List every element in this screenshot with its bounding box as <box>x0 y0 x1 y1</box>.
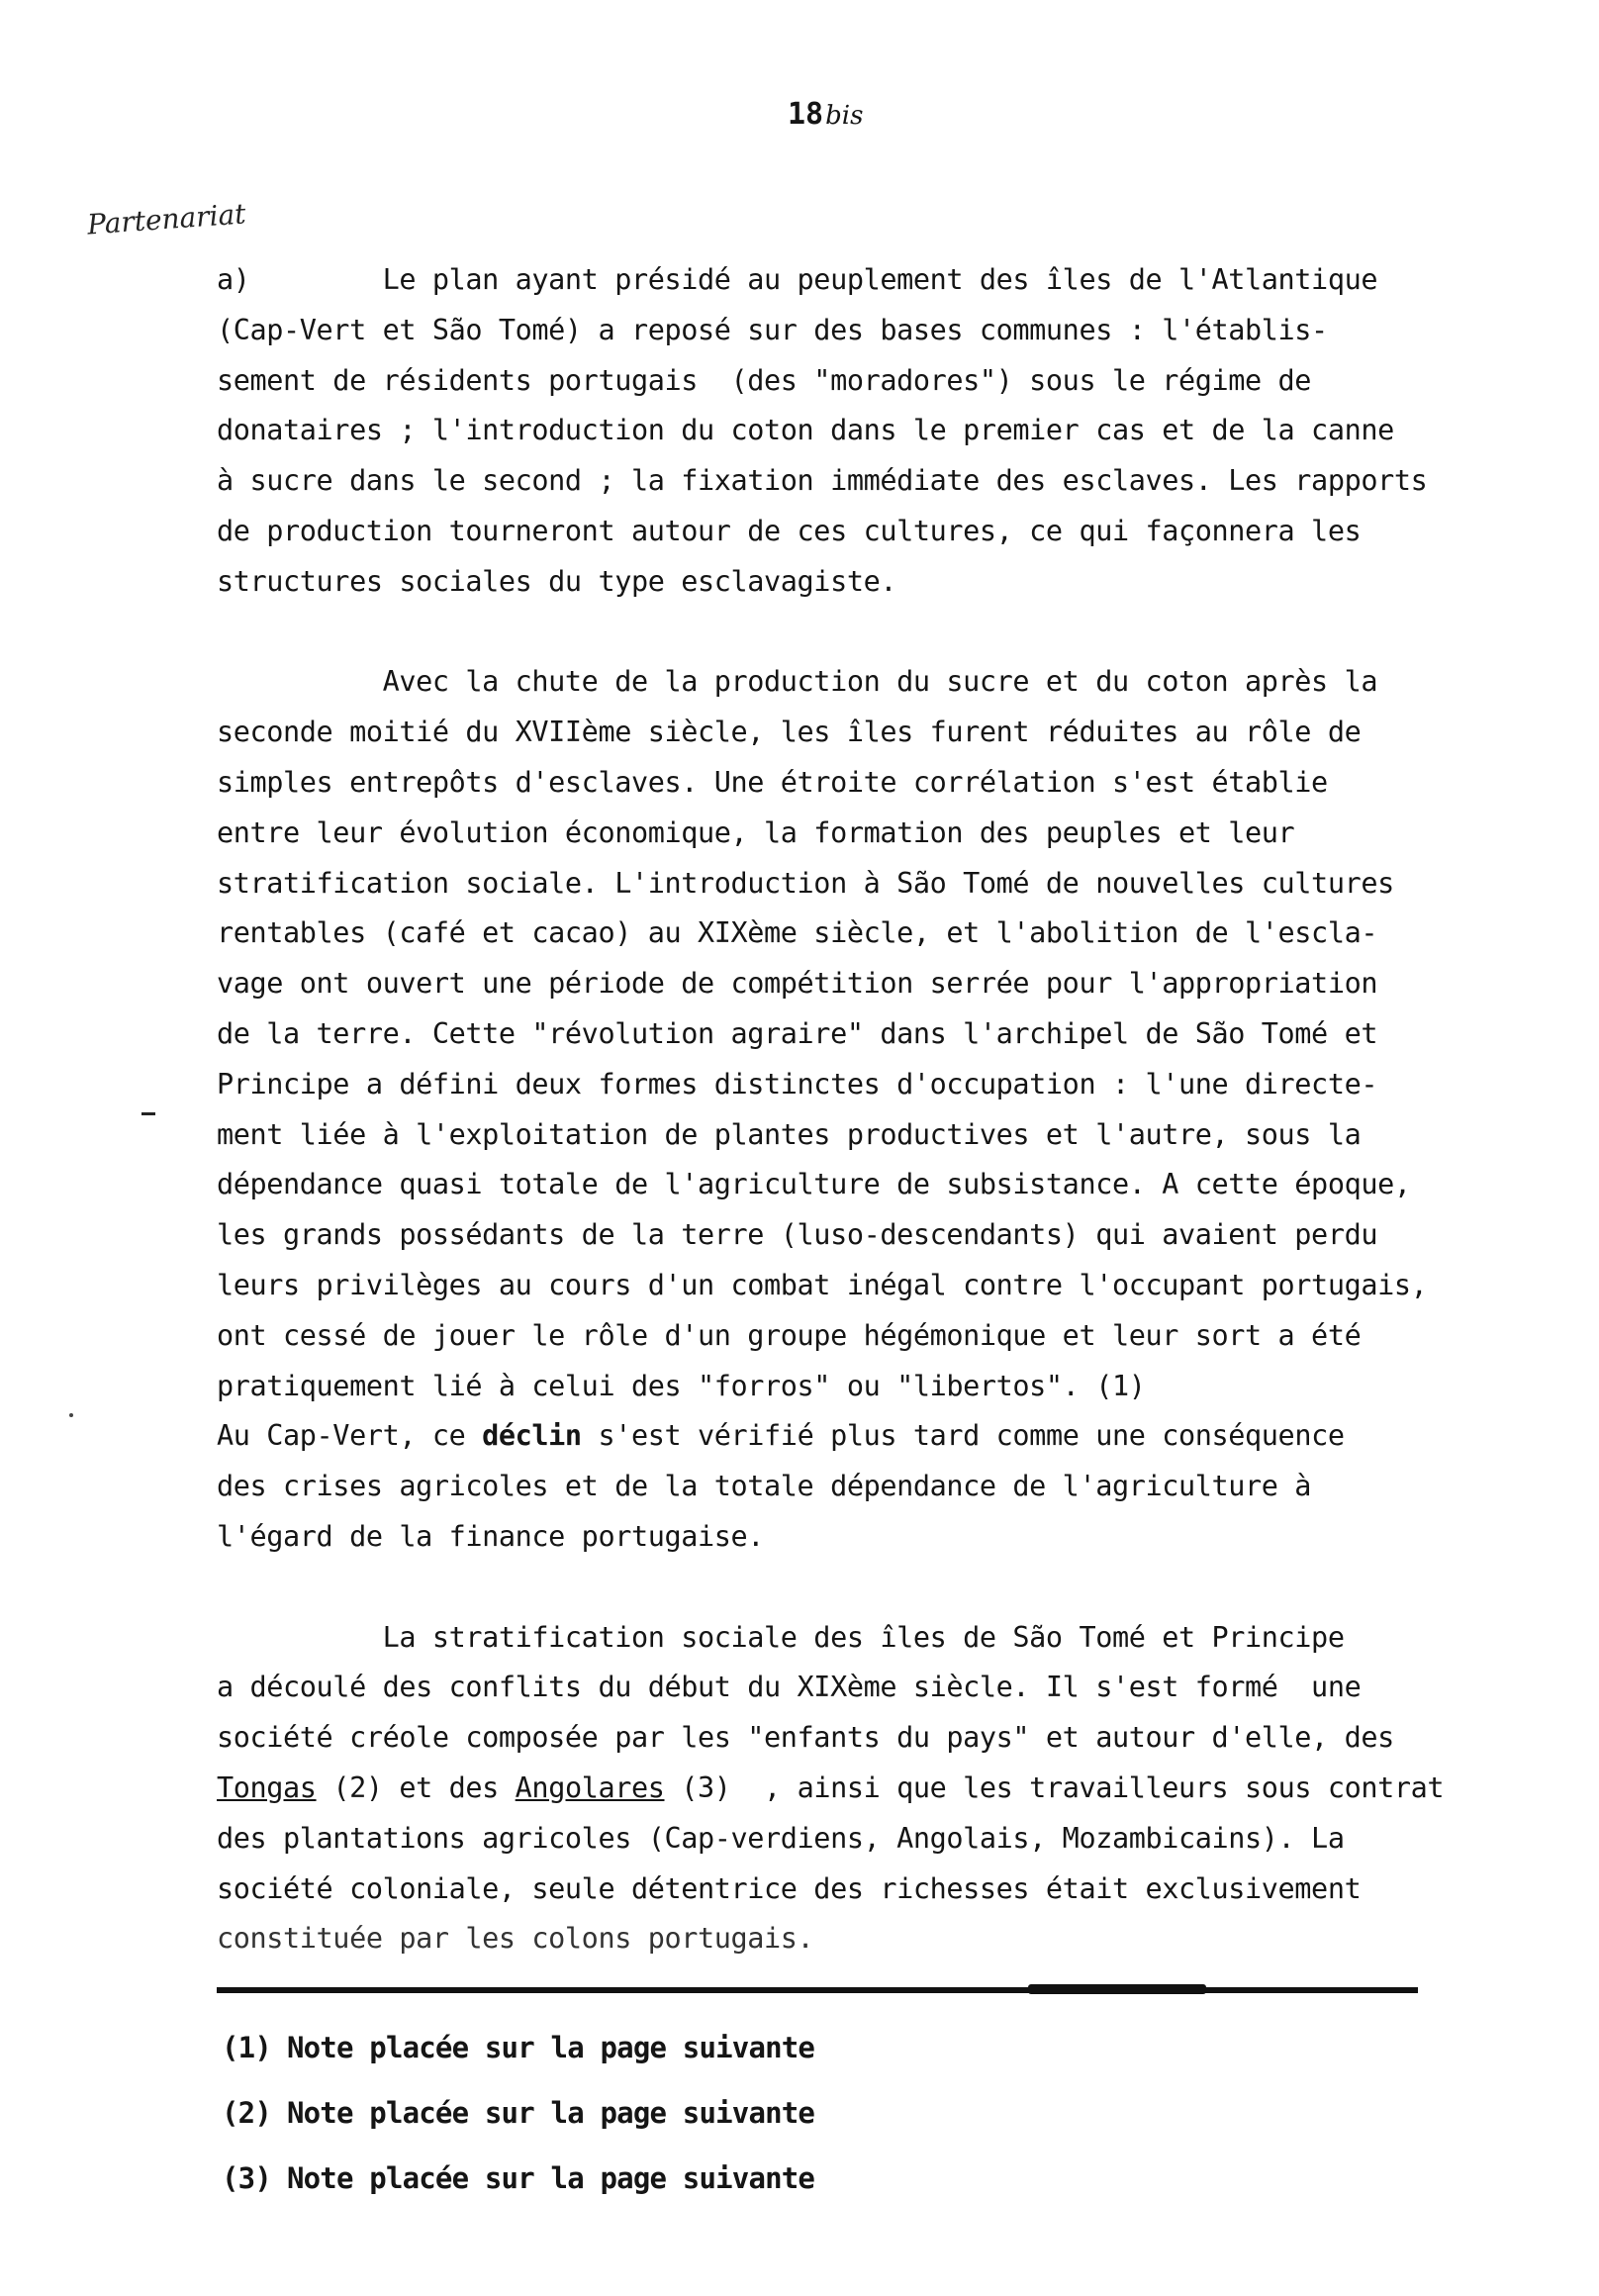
text-line: dépendance quasi totale de l'agriculture de subsistance. A cette époque, <box>217 1168 1411 1201</box>
document-body <box>217 255 1543 1964</box>
text-line: a) Le plan ayant présidé au peuplement des îles de l'Atlantique <box>217 263 1378 296</box>
footnote-item <box>222 2146 814 2211</box>
text-segment: Au Cap-Vert, ce <box>217 1419 483 1453</box>
text-line: donataires ; l'introduction du coton dans le premier cas et de la canne <box>217 414 1394 447</box>
page-number <box>788 97 863 132</box>
footnote-text: Note placée sur la page suivante <box>286 2161 815 2195</box>
text-line: structures sociales du type esclavagiste. <box>217 564 897 598</box>
text-line: ont cessé de jouer le rôle d'un groupe hégémonique et leur sort a été <box>217 1318 1362 1352</box>
text-line: des crises agricoles et de la totale dépendance de l'agriculture à <box>217 1470 1312 1503</box>
text-line: seconde moitié du XVIIème siècle, les îles furent réduites au rôle de <box>217 716 1362 749</box>
footnote-item <box>222 2015 814 2080</box>
text-line: société créole composée par les "enfants du pays" et autour d'elle, des <box>217 1721 1394 1755</box>
footnote-number: (3) <box>222 2161 271 2195</box>
text-line: sement de résidents portugais (des "moradores") sous le régime de <box>217 363 1312 397</box>
footnote-item <box>222 2080 814 2146</box>
margin-dot-mark <box>69 1413 73 1417</box>
text-line: La stratification sociale des îles de São Tomé et Principe <box>217 1620 1345 1654</box>
text-line-tongas <box>217 1764 1543 1814</box>
footnote-separator-rule <box>217 1987 1418 1993</box>
text-line: simples entrepôts d'esclaves. Une étroite corrélation s'est établie <box>217 765 1328 799</box>
text-line: Principe a défini deux formes distinctes d'occupation : l'une directe- <box>217 1067 1378 1100</box>
footnote-text: Note placée sur la page suivante <box>286 2096 815 2130</box>
text-segment: (3) , ainsi que les travailleurs sous contrat <box>664 1770 1445 1804</box>
text-line: constituée par les colons portugais. <box>217 1922 814 1956</box>
text-line: (Cap-Vert et São Tomé) a reposé sur des bases communes : l'établis- <box>217 313 1328 346</box>
footnote-number: (2) <box>222 2096 271 2130</box>
page-number-value: 18 <box>788 97 824 132</box>
text-line: de la terre. Cette "révolution agraire" dans l'archipel de São Tomé et <box>217 1016 1378 1050</box>
footnote-text: Note placée sur la page suivante <box>286 2031 815 2064</box>
footnotes <box>222 2015 814 2211</box>
underlined-word-angolares: Angolares <box>515 1770 665 1804</box>
paragraph-3 <box>217 1613 1543 1965</box>
text-line: stratification sociale. L'introduction à São Tomé de nouvelles cultures <box>217 866 1394 900</box>
footnote-number: (1) <box>222 2031 271 2064</box>
page-number-suffix: bis <box>825 101 864 131</box>
underlined-word-tongas: Tongas <box>217 1770 317 1804</box>
text-segment: s'est vérifié plus tard comme une conséquence <box>581 1419 1345 1453</box>
text-line: des plantations agricoles (Cap-verdiens, Angolais, Mozambicains). La <box>217 1821 1345 1855</box>
paragraph-2 <box>217 657 1543 1562</box>
bold-word-declin: déclin <box>482 1419 582 1453</box>
text-line: l'égard de la finance portugaise. <box>217 1519 765 1553</box>
text-line: a découlé des conflits du début du XIXème siècle. Il s'est formé une <box>217 1671 1362 1704</box>
text-line: ment liée à l'exploitation de plantes productives et l'autre, sous la <box>217 1117 1362 1151</box>
text-line: entre leur évolution économique, la formation des peuples et leur <box>217 815 1295 849</box>
text-line: rentables (café et cacao) au XIXème siècle, et l'abolition de l'escla- <box>217 916 1378 950</box>
margin-dash-mark <box>141 1112 155 1115</box>
text-line: leurs privilèges au cours d'un combat inégal contre l'occupant portugais, <box>217 1268 1428 1301</box>
text-segment: (2) et des <box>316 1770 516 1804</box>
text-line: à sucre dans le second ; la fixation immédiate des esclaves. Les rapports <box>217 464 1428 498</box>
paragraph-1 <box>217 255 1543 608</box>
text-line: société coloniale, seule détentrice des richesses était exclusivement <box>217 1871 1362 1905</box>
handwritten-margin-note: Partenariat <box>86 197 247 241</box>
text-line: vage ont ouvert une période de compétition serrée pour l'appropriation <box>217 967 1378 1001</box>
text-line: de production tourneront autour de ces cultures, ce qui façonnera les <box>217 514 1362 547</box>
text-line: pratiquement lié à celui des "forros" ou "libertos". (1) <box>217 1369 1146 1402</box>
text-line-declin <box>217 1411 1543 1462</box>
text-line: les grands possédants de la terre (luso-descendants) qui avaient perdu <box>217 1218 1378 1252</box>
text-line: Avec la chute de la production du sucre et du coton après la <box>217 665 1378 699</box>
